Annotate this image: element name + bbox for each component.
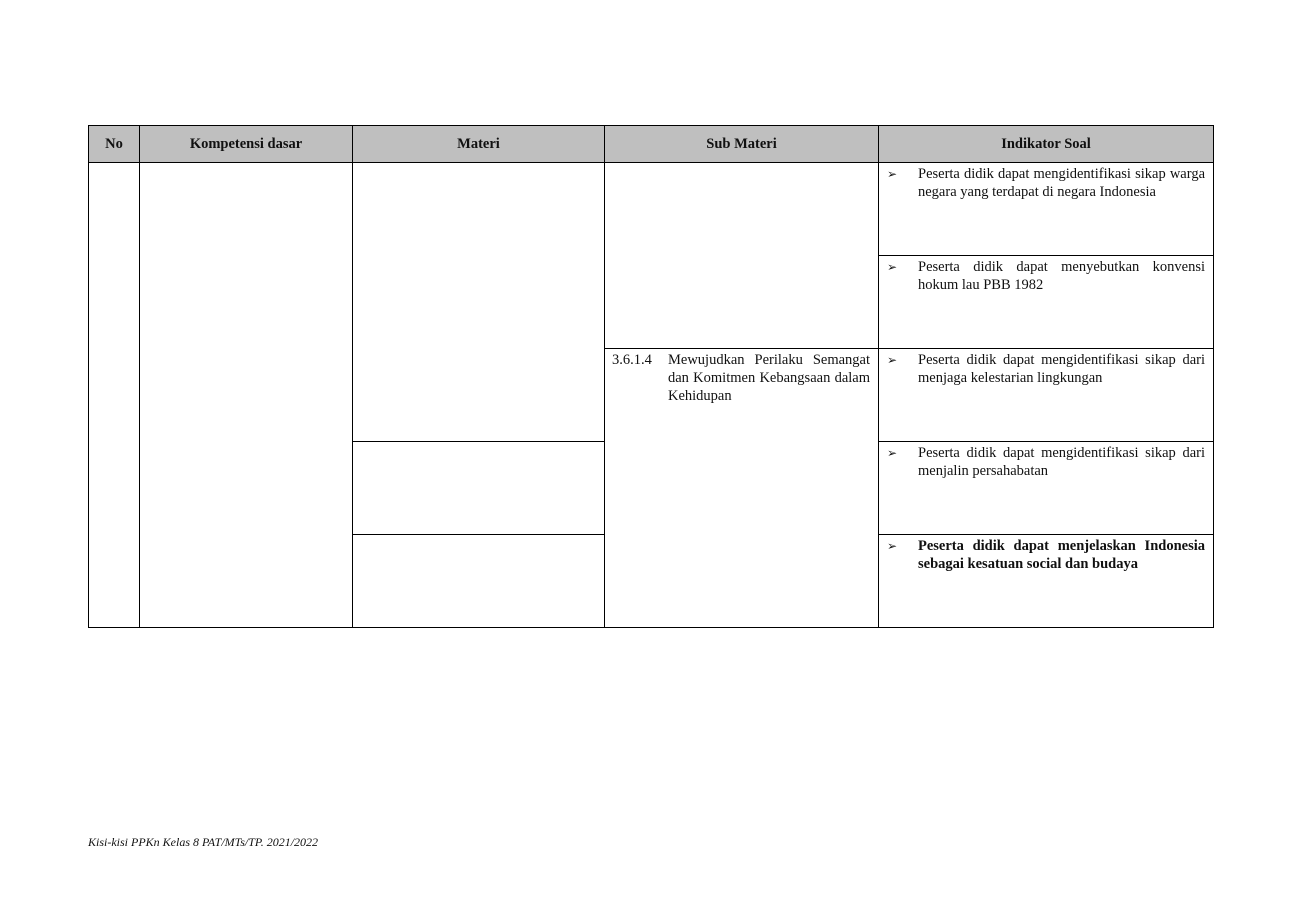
sub-materi-code: 3.6.1.4: [612, 352, 652, 368]
indikator-item: [879, 349, 1213, 387]
cell-sub-materi: [605, 349, 879, 628]
cell-indikator: [879, 535, 1214, 628]
header-materi: Materi: [353, 126, 605, 163]
arrow-bullet-icon: ➢: [887, 260, 898, 274]
cell-sub-materi-empty: [605, 163, 879, 349]
indikator-text: Peserta didik dapat menyebutkan konvensi hokum lau PBB 1982: [918, 259, 1205, 293]
cell-no: [89, 163, 140, 628]
arrow-bullet-icon: ➢: [887, 446, 898, 460]
cell-indikator: [879, 442, 1214, 535]
cell-materi-empty: [353, 535, 605, 628]
header-no: No: [89, 126, 140, 163]
header-sub-materi: Sub Materi: [605, 126, 879, 163]
arrow-bullet-icon: ➢: [887, 167, 898, 181]
cell-materi-empty: [353, 442, 605, 535]
indikator-item: [879, 256, 1213, 294]
cell-indikator: [879, 256, 1214, 349]
header-indikator-soal: Indikator Soal: [879, 126, 1214, 163]
indikator-text: Peserta didik dapat mengidentifikasi sikap warga negara yang terdapat di negara Indonesia: [918, 166, 1205, 200]
arrow-bullet-icon: ➢: [887, 539, 898, 553]
cell-materi: [353, 163, 605, 442]
indikator-text: Peserta didik dapat mengidentifikasi sikap dari menjaga kelestarian lingkungan: [918, 352, 1205, 386]
page-footer: Kisi-kisi PPKn Kelas 8 PAT/MTs/TP. 2021/2022: [88, 835, 319, 849]
cell-indikator: [879, 349, 1214, 442]
cell-kompetensi-dasar: [140, 163, 353, 628]
sub-materi-item: [605, 349, 878, 405]
indikator-text: Peserta didik dapat mengidentifikasi sikap dari menjalin persahabatan: [918, 445, 1205, 479]
cell-indikator: [879, 163, 1214, 256]
table-row: [89, 163, 1214, 256]
arrow-bullet-icon: ➢: [887, 353, 898, 367]
header-kompetensi-dasar: Kompetensi dasar: [140, 126, 353, 163]
indikator-item: [879, 442, 1213, 480]
indikator-item: [879, 535, 1213, 573]
indikator-item: [879, 163, 1213, 201]
table-header-row: [89, 126, 1214, 163]
kisi-kisi-table: [88, 125, 1214, 628]
indikator-text: Peserta didik dapat menjelaskan Indonesia sebagai kesatuan social dan budaya: [918, 538, 1205, 572]
sub-materi-text: Mewujudkan Perilaku Semangat dan Komitmen Kebangsaan dalam Kehidupan: [668, 352, 870, 404]
